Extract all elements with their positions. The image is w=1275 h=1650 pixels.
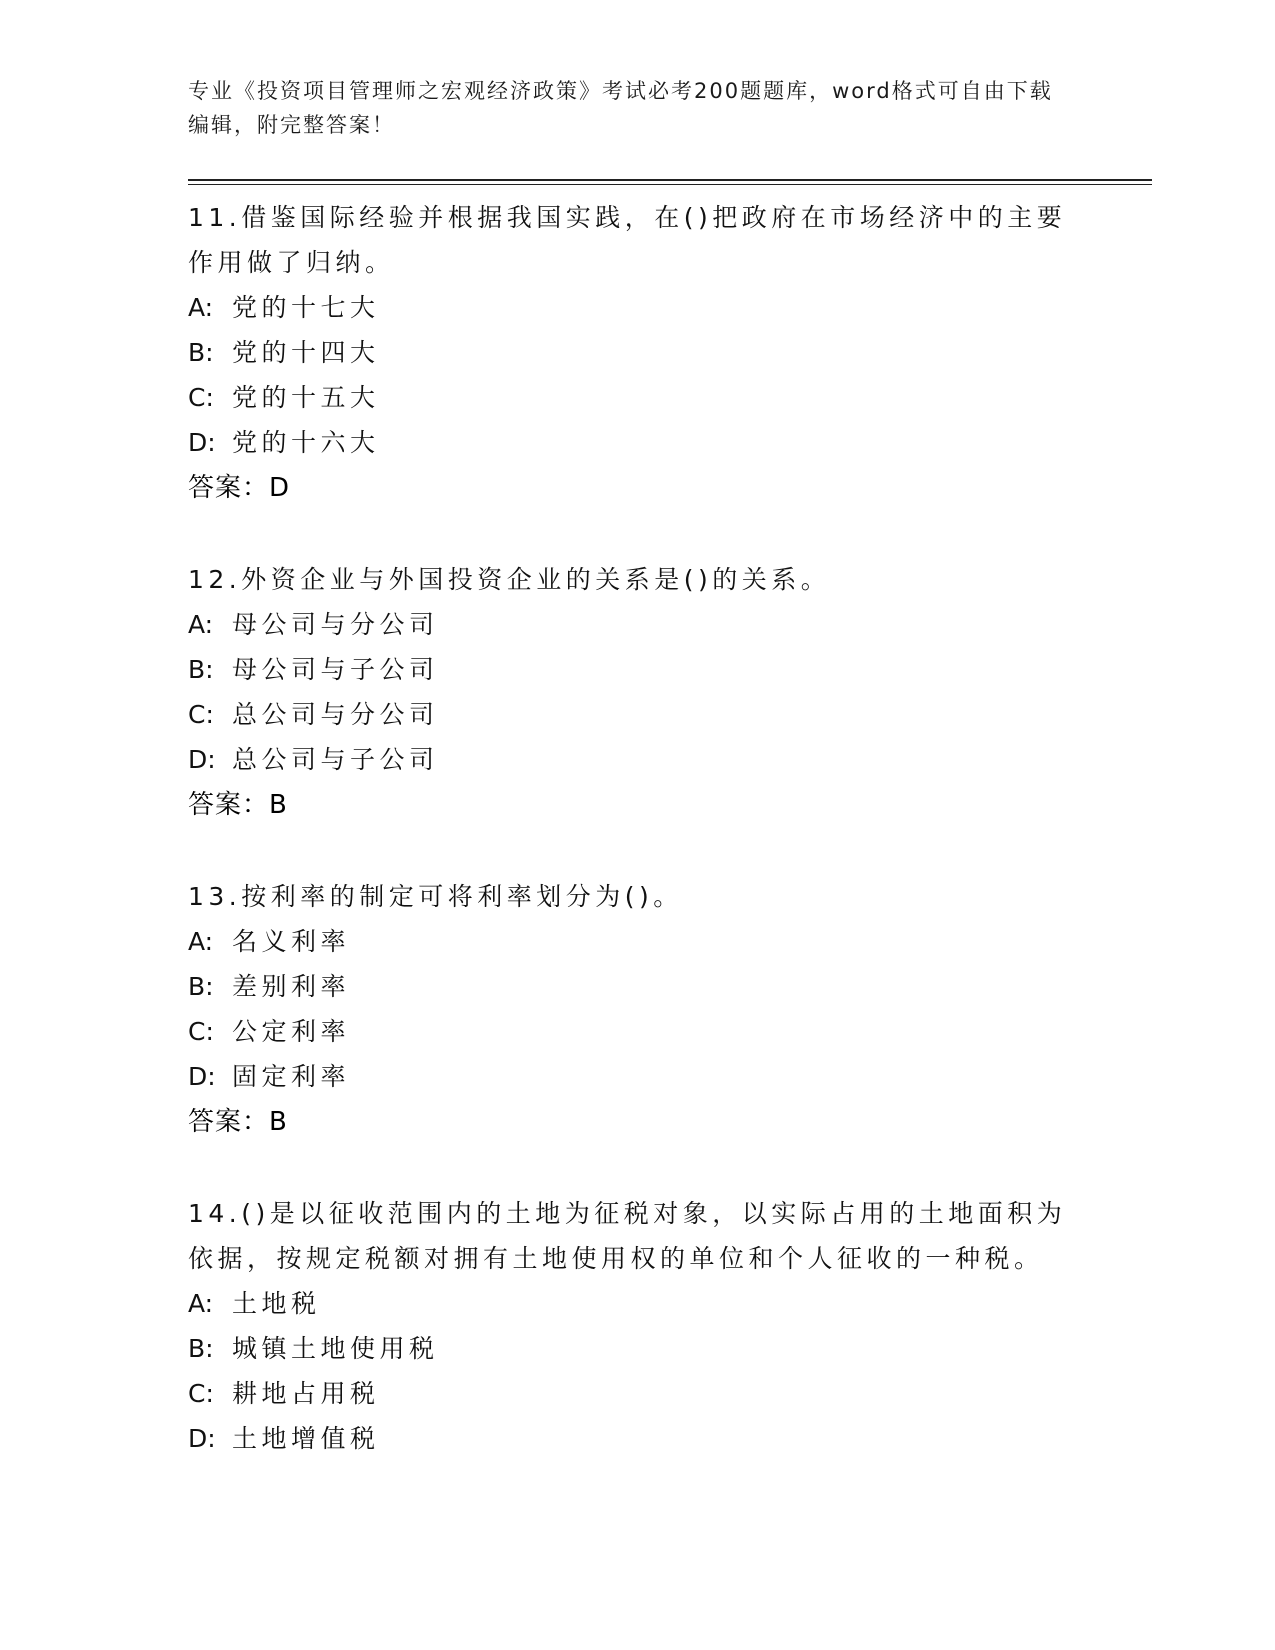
question-stem: 14.()是以征收范围内的土地为征税对象，以实际占用的土地面积为依据，按规定税额对拥有土地使用权的单位和个人征收的一种税。 — [188, 1199, 1067, 1273]
option-text: 固定利率 — [232, 1062, 351, 1091]
option-label: D: — [188, 1424, 216, 1453]
option-c — [188, 1371, 1088, 1416]
option-label: B: — [188, 338, 214, 367]
option-b — [188, 964, 1088, 1009]
option-label: C: — [188, 1017, 214, 1046]
option-b — [188, 330, 1088, 375]
option-text: 土地税 — [232, 1289, 321, 1318]
question-14 — [188, 1191, 1088, 1461]
option-text: 母公司与分公司 — [232, 610, 439, 639]
option-label: B: — [188, 1334, 214, 1363]
option-text: 土地增值税 — [232, 1424, 380, 1453]
option-label: C: — [188, 700, 214, 729]
option-b — [188, 1326, 1088, 1371]
question-12 — [188, 557, 1088, 828]
question-stem: 12.外资企业与外国投资企业的关系是()的关系。 — [188, 565, 831, 594]
option-text: 总公司与子公司 — [232, 745, 439, 774]
option-text: 党的十四大 — [232, 338, 380, 367]
option-label: D: — [188, 745, 216, 774]
option-d — [188, 420, 1088, 465]
option-label: B: — [188, 655, 214, 684]
header-divider-thick — [188, 179, 1152, 181]
option-label: A: — [188, 1289, 214, 1318]
option-label: D: — [188, 428, 216, 457]
option-label: A: — [188, 610, 214, 639]
option-d — [188, 737, 1088, 782]
option-text: 母公司与子公司 — [232, 655, 439, 684]
option-d — [188, 1054, 1088, 1099]
option-a — [188, 285, 1088, 330]
question-stem: 13.按利率的制定可将利率划分为()。 — [188, 882, 683, 911]
option-label: C: — [188, 383, 214, 412]
option-label: D: — [188, 1062, 216, 1091]
option-c — [188, 375, 1088, 420]
answer-line: 答案：D — [188, 473, 291, 503]
option-c — [188, 1009, 1088, 1054]
question-13 — [188, 874, 1088, 1145]
option-label: A: — [188, 927, 214, 956]
option-text: 耕地占用税 — [232, 1379, 380, 1408]
option-label: B: — [188, 972, 214, 1001]
option-b — [188, 647, 1088, 692]
option-a — [188, 1281, 1088, 1326]
option-text: 差别利率 — [232, 972, 351, 1001]
option-text: 党的十六大 — [232, 428, 380, 457]
option-d — [188, 1416, 1088, 1461]
question-stem: 11.借鉴国际经验并根据我国实践，在()把政府在市场经济中的主要作用做了归纳。 — [188, 203, 1067, 277]
option-text: 公定利率 — [232, 1017, 351, 1046]
option-text: 名义利率 — [232, 927, 351, 956]
option-a — [188, 919, 1088, 964]
option-a — [188, 602, 1088, 647]
question-11 — [188, 195, 1088, 511]
option-c — [188, 692, 1088, 737]
option-text: 城镇土地使用税 — [232, 1334, 439, 1363]
answer-line: 答案：B — [188, 790, 288, 820]
option-text: 总公司与分公司 — [232, 700, 439, 729]
document-header: 专业《投资项目管理师之宏观经济政策》考试必考200题题库，word格式可自由下载编辑，附完整答案！ — [188, 79, 1053, 137]
answer-line: 答案：B — [188, 1107, 288, 1137]
option-label: C: — [188, 1379, 214, 1408]
header-divider-thin — [188, 184, 1152, 185]
question-list — [188, 195, 1088, 1507]
option-text: 党的十七大 — [232, 293, 380, 322]
option-label: A: — [188, 293, 214, 322]
option-text: 党的十五大 — [232, 383, 380, 412]
